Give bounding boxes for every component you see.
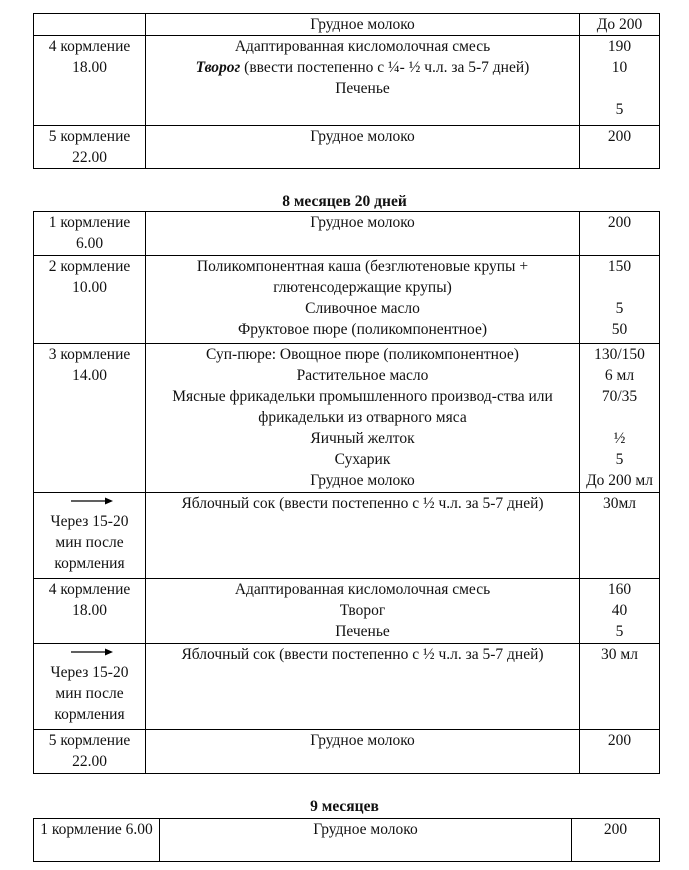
amount-item: ½ xyxy=(613,430,626,447)
food-cell xyxy=(146,344,580,493)
amount-item: 70/35 xyxy=(601,388,638,405)
section-heading: 9 месяцев xyxy=(310,798,379,815)
time-cell xyxy=(34,14,146,36)
amount-cell xyxy=(580,212,660,256)
food-item: Поликомпонентная каша (безглютеновые крупы + глютенсодержащие крупы) xyxy=(196,258,529,296)
table-row xyxy=(34,36,660,126)
food-item: Яблочный сок (ввести постепенно с ½ ч.л. за 5-7 дней) xyxy=(181,646,544,663)
amount-item: 30 мл xyxy=(601,646,638,663)
tvorog-note: (ввести постепенно с ¼- ½ ч.л. за 5-7 дней) xyxy=(240,59,530,76)
table-row xyxy=(34,126,660,169)
amount-cell xyxy=(572,819,660,862)
food-cell xyxy=(146,579,580,644)
food-cell xyxy=(146,36,580,126)
amount-cell xyxy=(580,493,660,579)
time-cell xyxy=(34,493,146,579)
amount-item: 200 xyxy=(607,732,632,749)
arrow-right-icon xyxy=(37,493,142,511)
amount-item: 150 xyxy=(607,258,632,275)
amount-item: 10 xyxy=(611,59,628,76)
arrow-right-icon xyxy=(37,644,142,662)
time-label: Через 15-20 мин после кормления xyxy=(50,513,129,572)
amount-cell xyxy=(580,126,660,169)
food-item: Фруктовое пюре (поликомпонентное) xyxy=(237,321,488,338)
table-row xyxy=(34,730,660,774)
amount-item: 190 xyxy=(607,38,632,55)
amount-cell xyxy=(580,579,660,644)
food-item: Грудное молоко xyxy=(310,128,415,145)
food-cell xyxy=(146,14,580,36)
tvorog-bold: Творог xyxy=(195,59,241,76)
food-item: Адаптированная кисломолочная смесь xyxy=(234,38,491,55)
food-item: Яичный желток xyxy=(310,430,415,447)
table-row xyxy=(34,14,660,36)
food-cell xyxy=(160,819,572,862)
time-cell: 1 кормление 6.00 xyxy=(34,819,160,862)
table-row xyxy=(34,819,660,862)
food-cell xyxy=(146,256,580,344)
food-item: Мясные фрикадельки промышленного производ-ства или фрикадельки из отварного мяса xyxy=(172,388,553,426)
amount-cell xyxy=(580,730,660,774)
feeding-table-3 xyxy=(33,818,660,862)
time-cell: 4 кормление 18.00 xyxy=(34,579,146,644)
amount-item: До 200 xyxy=(596,16,643,33)
time-label: Через 15-20 мин после кормления xyxy=(50,664,129,723)
food-item: Грудное молоко xyxy=(310,16,415,33)
table-row xyxy=(34,644,660,730)
amount-item: 30мл xyxy=(602,495,637,512)
amount-item: 5 xyxy=(615,101,624,118)
table-row xyxy=(34,579,660,644)
time-cell xyxy=(34,644,146,730)
food-item: Грудное молоко xyxy=(313,821,418,838)
food-cell xyxy=(146,730,580,774)
food-item: Печенье xyxy=(335,623,390,640)
food-item: Грудное молоко xyxy=(310,472,415,489)
food-item: Печенье xyxy=(335,80,390,97)
food-item: Растительное масло xyxy=(296,367,429,384)
amount-item: 6 мл xyxy=(604,367,635,384)
amount-item: 5 xyxy=(615,300,624,317)
amount-item: 5 xyxy=(615,451,624,468)
amount-item: 5 xyxy=(615,623,624,640)
amount-cell xyxy=(580,344,660,493)
table-row xyxy=(34,493,660,579)
food-cell xyxy=(146,644,580,730)
food-cell xyxy=(146,493,580,579)
amount-item: 160 xyxy=(607,581,632,598)
food-item: Сухарик xyxy=(334,451,391,468)
time-cell: 3 кормление 14.00 xyxy=(34,344,146,493)
food-item: Суп-пюре: Овощное пюре (поликомпонентное) xyxy=(206,346,519,363)
amount-cell xyxy=(580,14,660,36)
time-cell: 1 кормление 6.00 xyxy=(34,212,146,256)
table-row xyxy=(34,212,660,256)
amount-cell xyxy=(580,256,660,344)
time-cell: 4 кормление 18.00 xyxy=(34,36,146,126)
feeding-table-2 xyxy=(33,211,660,774)
amount-item: 40 xyxy=(611,602,628,619)
amount-item: 130/150 xyxy=(594,346,645,363)
amount-item: 200 xyxy=(607,214,632,231)
food-item: Творог xyxy=(339,602,386,619)
food-item: Сливочное масло xyxy=(305,300,420,317)
time-cell: 5 кормление 22.00 xyxy=(34,126,146,169)
food-item: Грудное молоко xyxy=(310,732,415,749)
food-cell xyxy=(146,126,580,169)
amount-item: 50 xyxy=(611,321,628,338)
amount-item: 200 xyxy=(603,821,628,838)
food-item xyxy=(149,57,576,78)
table-row xyxy=(34,344,660,493)
food-cell xyxy=(146,212,580,256)
amount-item: До 200 мл xyxy=(586,472,653,489)
time-cell: 2 кормление 10.00 xyxy=(34,256,146,344)
section-heading: 8 месяцев 20 дней xyxy=(282,193,407,210)
time-cell: 5 кормление 22.00 xyxy=(34,730,146,774)
food-item: Яблочный сок (ввести постепенно с ½ ч.л. за 5-7 дней) xyxy=(181,495,544,512)
food-item: Грудное молоко xyxy=(310,214,415,231)
amount-cell xyxy=(580,644,660,730)
amount-item: 200 xyxy=(607,128,632,145)
amount-cell xyxy=(580,36,660,126)
table-row xyxy=(34,256,660,344)
feeding-table-1 xyxy=(33,13,660,169)
food-item: Адаптированная кисломолочная смесь xyxy=(234,581,491,598)
